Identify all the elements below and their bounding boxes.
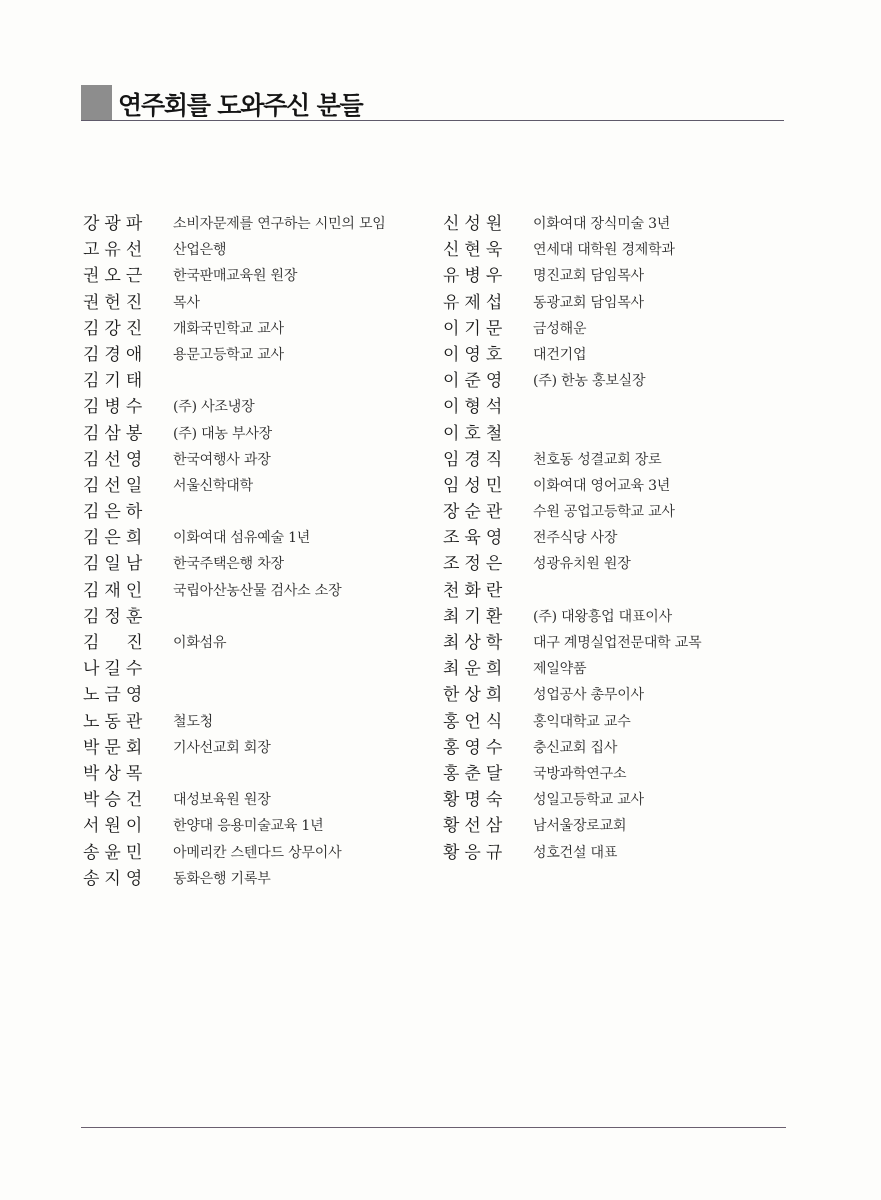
supporter-affiliation: 성광유치원 원장: [533, 556, 631, 573]
supporter-name: 천화란: [443, 580, 508, 601]
supporter-affiliation: 한국판매교육원 원장: [173, 268, 298, 285]
supporter-name: 김선영: [83, 449, 148, 470]
supporter-name: 임경직: [443, 449, 508, 470]
supporter-name: 홍영수: [443, 737, 508, 758]
supporter-name: 김강진: [83, 318, 148, 339]
supporter-affiliation: 남서울장로교회: [533, 818, 627, 835]
supporter-name: 조육영: [443, 528, 508, 549]
supporter-affiliation: 한양대 응용미술교육 1년: [173, 818, 324, 835]
supporter-affiliation: (주) 대농 부사장: [173, 425, 272, 442]
supporter-affiliation: 동화은행 기록부: [173, 870, 271, 887]
supporter-name: 노금영: [83, 685, 148, 706]
supporter-affiliation: 철도청: [173, 713, 213, 730]
supporter-affiliation: 이화여대 장식미술 3년: [533, 216, 671, 232]
supporter-affiliation: 명진교회 담임목사: [533, 268, 644, 285]
supporter-name: 이호철: [443, 423, 508, 444]
supporter-name: 김은하: [83, 502, 148, 523]
supporter-name: 이형석: [443, 397, 508, 418]
supporter-name: 최기환: [443, 606, 508, 627]
supporter-affiliation: 제일약품: [533, 661, 587, 678]
header-divider: [81, 120, 784, 121]
supporter-affiliation: 수원 공업고등학교 교사: [533, 504, 675, 521]
supporter-name: 최운희: [443, 659, 508, 680]
supporter-affiliation: 한국주택은행 차장: [173, 556, 284, 573]
supporter-name: 박문회: [83, 737, 148, 758]
supporter-affiliation: 아메리칸 스텐다드 상무이사: [173, 844, 342, 861]
supporter-name: 임성민: [443, 475, 508, 496]
page-title: 연주회를 도와주신 분들: [118, 91, 363, 120]
supporter-affiliation: 소비자문제를 연구하는 시민의 모임: [173, 216, 386, 232]
footer-divider: [81, 1127, 786, 1128]
supporter-name: 김병수: [83, 397, 148, 418]
supporter-name: 황응규: [443, 842, 508, 863]
supporter-name: 서원이: [83, 816, 148, 837]
supporter-affiliation: 대구 계명실업전문대학 교목: [533, 635, 702, 651]
supporter-name: 송지영: [83, 868, 148, 889]
supporter-affiliation: 용문고등학교 교사: [173, 346, 284, 363]
supporter-name: 이영호: [443, 344, 508, 365]
supporter-name: 김정훈: [83, 606, 148, 627]
supporter-affiliation: 이화여대 영어교육 3년: [533, 477, 671, 494]
supporter-name: 김재인: [83, 580, 148, 601]
supporter-affiliation: 연세대 대학원 경제학과: [533, 242, 675, 259]
supporter-affiliation: 이화섬유: [173, 635, 227, 651]
supporter-affiliation: 서울신학대학: [173, 477, 253, 494]
supporter-affiliation: 개화국민학교 교사: [173, 320, 284, 337]
supporter-name: 고유선: [83, 240, 148, 261]
supporter-affiliation: 동광교회 담임목사: [533, 294, 644, 311]
supporter-affiliation: 국방과학연구소: [533, 765, 627, 782]
supporter-name: 김 진: [83, 633, 148, 653]
section-header: [81, 85, 784, 121]
supporter-name: 유제섭: [443, 292, 508, 313]
supporter-name: 김기태: [83, 371, 148, 392]
supporter-name: 홍춘달: [443, 763, 508, 784]
supporter-name: 신현욱: [443, 240, 508, 261]
supporter-name: 나길수: [83, 659, 148, 680]
supporter-name: 박상목: [83, 763, 148, 784]
supporter-affiliation: 금성해운: [533, 320, 587, 337]
supporter-affiliation: 한국여행사 과장: [173, 451, 271, 468]
supporter-name: 장순관: [443, 502, 508, 523]
supporter-affiliation: 성일고등학교 교사: [533, 792, 644, 809]
supporter-name: 강광파: [83, 214, 148, 234]
supporter-name: 황명숙: [443, 790, 508, 811]
supporter-affiliation: 천호동 성결교회 장로: [533, 451, 662, 468]
supporter-affiliation: (주) 한농 홍보실장: [533, 373, 646, 390]
supporter-affiliation: 산업은행: [173, 242, 227, 259]
supporter-name: 송윤민: [83, 842, 148, 863]
supporter-affiliation: 전주식당 사장: [533, 530, 618, 547]
supporter-name: 권오근: [83, 266, 148, 287]
supporter-name: 김선일: [83, 475, 148, 496]
supporter-name: 김은희: [83, 528, 148, 549]
supporter-name: 노동관: [83, 711, 148, 732]
supporter-affiliation: 홍익대학교 교수: [533, 713, 631, 730]
header-marker-block: [81, 85, 112, 120]
supporter-name: 김경애: [83, 344, 148, 365]
supporter-affiliation: 목사: [173, 294, 200, 311]
supporter-name: 한상희: [443, 685, 508, 706]
supporter-name: 최상학: [443, 633, 508, 653]
supporter-name: 김일남: [83, 554, 148, 575]
supporter-affiliation: 성호건설 대표: [533, 844, 618, 861]
supporter-name: 신성원: [443, 214, 508, 234]
supporter-affiliation: 이화여대 섬유예술 1년: [173, 530, 311, 547]
supporter-name: 이준영: [443, 371, 508, 392]
supporter-affiliation: (주) 사조냉장: [173, 399, 255, 416]
supporter-affiliation: (주) 대왕흥업 대표이사: [533, 608, 672, 625]
supporter-affiliation: 성업공사 총무이사: [533, 687, 644, 704]
supporter-affiliation: 충신교회 집사: [533, 739, 618, 756]
supporter-name: 조정은: [443, 554, 508, 575]
supporter-affiliation: 기사선교회 회장: [173, 739, 271, 756]
supporter-name: 유병우: [443, 266, 508, 287]
supporter-name: 이기문: [443, 318, 508, 339]
supporter-affiliation: 대건기업: [533, 346, 587, 363]
supporter-name: 박승건: [83, 790, 148, 811]
supporter-name: 김삼봉: [83, 423, 148, 444]
supporter-name: 홍언식: [443, 711, 508, 732]
supporter-affiliation: 국립아산농산물 검사소 소장: [173, 582, 342, 599]
supporter-affiliation: 대성보육원 원장: [173, 792, 271, 809]
supporter-name: 권헌진: [83, 292, 148, 313]
supporter-name: 황선삼: [443, 816, 508, 837]
